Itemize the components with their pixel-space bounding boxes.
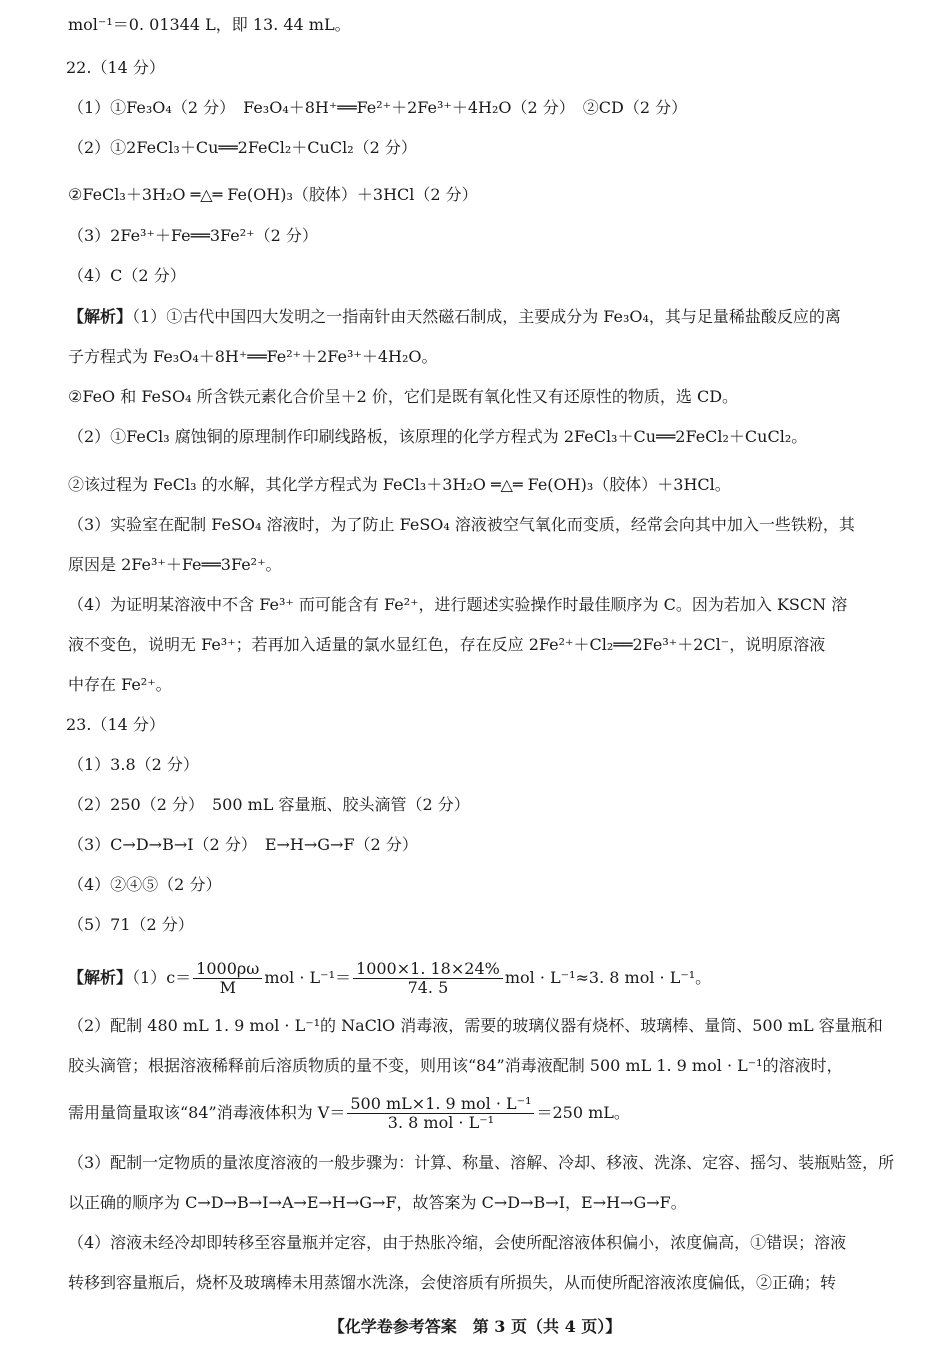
formula-text: （1）c＝: [132, 968, 192, 987]
answer-line: （2）250（2 分） 500 mL 容量瓶、胶头滴管（2 分）: [68, 795, 470, 814]
analysis-tag: 【解析】: [68, 968, 133, 987]
analysis-line: [68, 306, 841, 328]
analysis-line: 以正确的顺序为 C→D→B→I→A→E→H→G→F，故答案为 C→D→B→I，E→H→G→F。: [68, 1193, 687, 1212]
text-line: mol⁻¹＝0. 01344 L，即 13. 44 mL。: [68, 15, 351, 34]
fraction: [193, 960, 262, 997]
fraction-numerator: 500 mL×1. 9 mol · L⁻¹: [347, 1095, 534, 1114]
answer-line: （4）C（2 分）: [68, 266, 186, 285]
fraction-denominator: 74. 5: [407, 978, 449, 997]
formula-text: 需用量筒量取该“84”消毒液体积为 V＝: [68, 1103, 346, 1122]
analysis-line: 转移到容量瓶后，烧杯及玻璃棒未用蒸馏水洗涤，会使溶质有所损失，从而使所配溶液浓度偏低，②正确；转: [68, 1273, 837, 1292]
analysis-line: 原因是 2Fe³⁺＋Fe══3Fe²⁺。: [68, 555, 282, 574]
analysis-formula-line: [68, 1095, 630, 1132]
fraction: [347, 1095, 534, 1132]
question-22-heading: 22.（14 分）: [66, 58, 165, 77]
analysis-line: （4）为证明某溶液中不含 Fe³⁺ 而可能含有 Fe²⁺，进行题述实验操作时最佳顺序为 C。因为若加入 KSCN 溶: [68, 595, 848, 614]
formula-text: mol · L⁻¹＝: [264, 968, 352, 987]
analysis-line: （2）配制 480 mL 1. 9 mol · L⁻¹的 NaClO 消毒液，需要的玻璃仪器有烧杯、玻璃棒、量筒、500 mL 容量瓶和: [68, 1016, 883, 1035]
analysis-line: （2）①FeCl₃ 腐蚀铜的原理制作印刷线路板，该原理的化学方程式为 2FeCl₃＋Cu══2FeCl₂＋CuCl₂。: [68, 427, 808, 446]
fraction-denominator: M: [219, 978, 236, 997]
answer-line: （1）3.8（2 分）: [68, 755, 199, 774]
answer-line: （3）2Fe³⁺＋Fe══3Fe²⁺（2 分）: [68, 226, 318, 245]
analysis-line: （3）配制一定物质的量浓度溶液的一般步骤为：计算、称量、溶解、冷却、移液、洗涤、定容、摇匀、装瓶贴签，所: [68, 1153, 895, 1172]
analysis-tag: 【解析】: [68, 307, 133, 326]
analysis-formula-line: [68, 960, 711, 997]
analysis-line: （3）实验室在配制 FeSO₄ 溶液时，为了防止 FeSO₄ 溶液被空气氧化而变质，经常会向其中加入一些铁粉，其: [68, 515, 855, 534]
analysis-line: （4）溶液未经冷却即转移至容量瓶并定容，由于热胀冷缩，会使所配溶液体积偏小，浓度偏高，①错误；溶液: [68, 1233, 847, 1252]
analysis-line: 胶头滴管；根据溶液稀释前后溶质物质的量不变，则用该“84”消毒液配制 500 mL 1. 9 mol · L⁻¹的溶液时，: [68, 1056, 843, 1075]
analysis-line: ②该过程为 FeCl₃ 的水解，其化学方程式为 FeCl₃＋3H₂O ═△═ Fe(OH)₃（胶体）＋3HCl。: [68, 475, 731, 494]
formula-text: mol · L⁻¹≈3. 8 mol · L⁻¹。: [504, 968, 712, 987]
fraction-numerator: 1000×1. 18×24%: [353, 960, 503, 979]
answer-line: （1）①Fe₃O₄（2 分） Fe₃O₄＋8H⁺══Fe²⁺＋2Fe³⁺＋4H₂O（2 分） ②CD（2 分）: [68, 98, 688, 117]
fraction-numerator: 1000ρω: [193, 960, 262, 979]
answer-line: （2）①2FeCl₃＋Cu══2FeCl₂＋CuCl₂（2 分）: [68, 138, 417, 157]
formula-text: ＝250 mL。: [536, 1103, 630, 1122]
analysis-line: ②FeO 和 FeSO₄ 所含铁元素化合价呈＋2 价，它们是既有氧化性又有还原性的物质，选 CD。: [68, 387, 739, 406]
analysis-text: （1）①古代中国四大发明之一指南针由天然磁石制成，主要成分为 Fe₃O₄，其与足量稀盐酸反应的离: [132, 307, 841, 326]
fraction-denominator: 3. 8 mol · L⁻¹: [387, 1113, 495, 1132]
answer-line: ②FeCl₃＋3H₂O ═△═ Fe(OH)₃（胶体）＋3HCl（2 分）: [68, 185, 478, 204]
fraction: [353, 960, 503, 997]
analysis-line: 液不变色，说明无 Fe³⁺；若再加入适量的氯水显红色，存在反应 2Fe²⁺＋Cl₂══2Fe³⁺＋2Cl⁻，说明原溶液: [68, 635, 826, 654]
answer-line: （3）C→D→B→I（2 分） E→H→G→F（2 分）: [68, 835, 418, 854]
answer-line: （4）②④⑤（2 分）: [68, 875, 222, 894]
analysis-line: 中存在 Fe²⁺。: [68, 675, 172, 694]
answer-line: （5）71（2 分）: [68, 915, 194, 934]
question-23-heading: 23.（14 分）: [66, 715, 165, 734]
page-footer: 【化学卷参考答案 第 3 页（共 4 页）】: [328, 1317, 622, 1336]
analysis-line: 子方程式为 Fe₃O₄＋8H⁺══Fe²⁺＋2Fe³⁺＋4H₂O。: [68, 347, 438, 366]
